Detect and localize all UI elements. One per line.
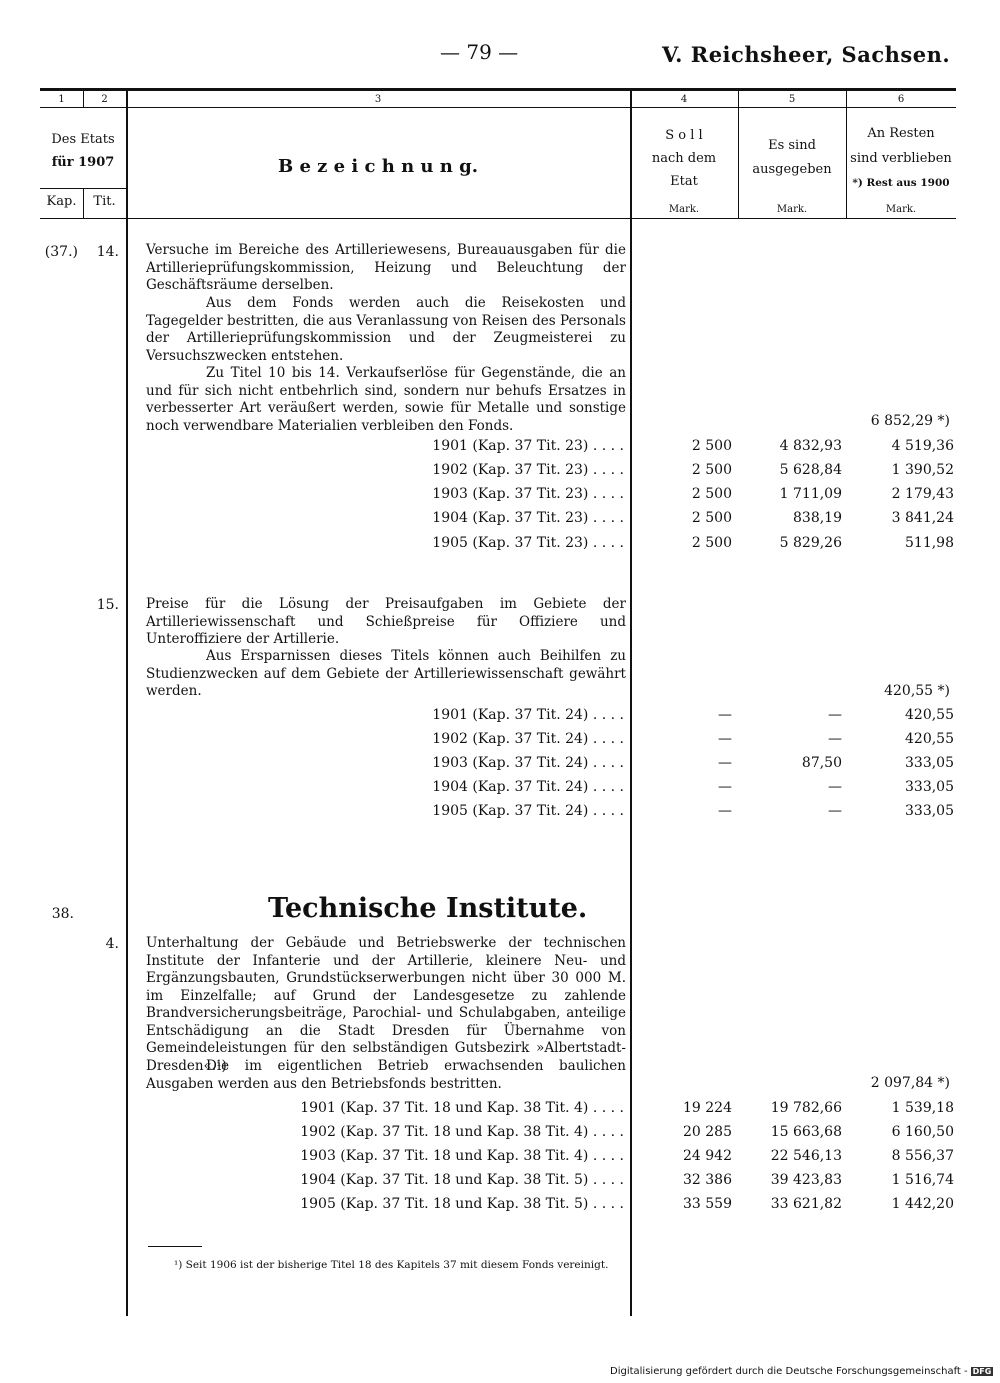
header-ausgegeben-2: ausgegeben [752,162,832,177]
column-number-5: 5 [788,94,796,105]
header-bezeichnung: B e z e i c h n u n g. [277,156,478,177]
entry1-row-soll: 2 500 [691,462,732,478]
header-ausgegeben-1: Es sind [768,138,816,153]
unit-mark-5: Mark. [776,204,808,215]
entry1-row-rest: 3 841,24 [891,510,954,526]
entry2-row-year: 1901 (Kap. 37 Tit. 24) . . . . [432,707,624,723]
digitization-footer [610,1366,993,1377]
entry3-row-rest: 8 556,37 [891,1148,954,1164]
header-year: für 1907 [51,155,115,170]
entry2-row-rest: 333,05 [905,779,954,795]
col-divider-2 [126,88,128,1316]
page-number: — 79 — [440,40,519,64]
entry2-row-soll: — [718,731,732,747]
entry2-row-ausg: 87,50 [801,755,842,771]
entry3-row-soll: 19 224 [683,1100,732,1116]
entry1-row-year: 1905 (Kap. 37 Tit. 23) . . . . [432,535,624,551]
entry3-row-year: 1902 (Kap. 37 Tit. 18 und Kap. 38 Tit. 4) . . . . [300,1124,624,1140]
entry1-note: Aus dem Fonds werden auch die Reisekosten und Tagegelder bestritten, die aus Veranlassung von Reisen des Personals der Artillerieprüfungskommission und der Zeugmeisterei zu Versuchszwecken entstehen. [146,295,626,364]
entry1-row-year: 1904 (Kap. 37 Tit. 23) . . . . [432,510,624,526]
entry1-row-soll: 2 500 [691,535,732,551]
entry2-tit: 15. [96,597,119,613]
entry3-rest-start: 2 097,84 *) [870,1075,950,1091]
header-etats: Des Etats [51,132,115,147]
entry3-row-rest: 1 539,18 [891,1100,954,1116]
entry1-note-titel: Zu Titel 10 bis 14. Verkaufserlöse für Gegenstände, die an und für sich nicht entbehrlich sind, sondern nur behufs Ersatzes in verbesserter Art veräußert werden, sowie für Metalle und sonstige noch verwendbare Materialien verbleiben den Fonds. [146,365,626,434]
entry1-row-year: 1902 (Kap. 37 Tit. 23) . . . . [432,462,624,478]
entry3-tit: 4. [105,936,119,952]
header-tit: Tit. [93,194,116,209]
entry2-row-rest: 333,05 [905,803,954,819]
entry1-kap: (37.) [44,244,78,260]
table-top-rule [40,88,956,91]
entry3-row-soll: 20 285 [683,1124,732,1140]
entry2-row-soll: — [718,755,732,771]
entry3-note: Die im eigentlichen Betrieb erwachsenden baulichen Ausgaben werden aus den Betriebsfonds bestritten. [146,1058,626,1092]
unit-mark-6: Mark. [885,204,917,215]
entry2-row-rest: 420,55 [905,707,954,723]
footer-text: Digitalisierung gefördert durch die Deutsche Forschungsgemeinschaft - [610,1366,968,1377]
entry1-row-rest: 4 519,36 [891,438,954,454]
entry2-row-year: 1904 (Kap. 37 Tit. 24) . . . . [432,779,624,795]
entry3-row-ausg: 22 546,13 [770,1148,842,1164]
entry2-row-year: 1902 (Kap. 37 Tit. 24) . . . . [432,731,624,747]
entry2-row-soll: — [718,803,732,819]
entry1-row-rest: 1 390,52 [891,462,954,478]
column-number-2: 2 [101,94,108,105]
entry2-row-soll: — [718,779,732,795]
entry1-row-soll: 2 500 [691,510,732,526]
entry1-row-ausg: 5 829,26 [779,535,842,551]
section-kap: 38. [51,906,74,922]
footnote-rule [148,1246,202,1247]
column-number-1: 1 [58,94,65,105]
entry3-description: Unterhaltung der Gebäude und Betriebswerke der technischen Institute der Infanterie und der Artillerie, kleinere Neu- und Ergänzungsbauten, Grundstückserwerbungen nicht über 30 000 M. im Einzelfalle; auf Grund der Landesgesetze zu zahlende Brandversicherungsbeiträge, Parochial- und Schulabgaben, anteilige Entschädigung an die Stadt Dresden für Übernahme von Gemeindeleistungen für den selbständigen Gutsbezirk »Albertstadt-Dresden«.¹) [146,935,626,1074]
header-soll-2: nach dem [651,151,717,166]
entry1-rest-start: 6 852,29 *) [870,413,950,429]
entry1-row-soll: 2 500 [691,438,732,454]
entry2-note: Aus Ersparnissen dieses Titels können auch Beihilfen zu Studienzwecken auf dem Gebiete der Artilleriewissenschaft gewährt werden. [146,648,626,699]
header-bottom-rule [40,218,956,219]
entry3-row-year: 1905 (Kap. 37 Tit. 18 und Kap. 38 Tit. 5) . . . . [300,1196,624,1212]
entry1-row-ausg: 5 628,84 [779,462,842,478]
header-resten-3: *) Rest aus 1900 [852,177,950,189]
header-resten-1: An Resten [867,126,935,141]
column-number-4: 4 [680,94,688,105]
header-soll-3: Etat [670,174,698,189]
entry2-row-ausg: — [828,779,842,795]
entry3-row-soll: 33 559 [683,1196,732,1212]
entry1-row-year: 1901 (Kap. 37 Tit. 23) . . . . [432,438,624,454]
page-title: V. Reichsheer, Sachsen. [662,42,951,67]
entry1-row-ausg: 4 832,93 [779,438,842,454]
entry3-row-rest: 6 160,50 [891,1124,954,1140]
unit-mark-4: Mark. [668,204,700,215]
entry1-row-soll: 2 500 [691,486,732,502]
entry3-row-ausg: 39 423,83 [770,1172,842,1188]
entry1-row-ausg: 838,19 [793,510,842,526]
entry1-row-year: 1903 (Kap. 37 Tit. 23) . . . . [432,486,624,502]
column-number-3: 3 [374,94,382,105]
entry3-row-year: 1904 (Kap. 37 Tit. 18 und Kap. 38 Tit. 5) . . . . [300,1172,624,1188]
entry1-row-ausg: 1 711,09 [779,486,842,502]
entry3-row-rest: 1 442,20 [891,1196,954,1212]
entry3-row-soll: 24 942 [683,1148,732,1164]
entry2-row-year: 1905 (Kap. 37 Tit. 24) . . . . [432,803,624,819]
entry2-row-ausg: — [828,803,842,819]
entry3-row-rest: 1 516,74 [891,1172,954,1188]
entry2-description: Preise für die Lösung der Preisaufgaben im Gebiete der Artilleriewissenschaft und Schießpreise für Offiziere und Unteroffiziere der Artillerie. [146,596,626,647]
entry3-row-ausg: 15 663,68 [770,1124,842,1140]
entry2-row-rest: 420,55 [905,731,954,747]
entry2-row-ausg: — [828,707,842,723]
dfg-logo: DFG [972,1367,992,1376]
entry3-row-ausg: 33 621,82 [770,1196,842,1212]
entry3-row-soll: 32 386 [683,1172,732,1188]
entry1-row-rest: 511,98 [905,535,954,551]
header-resten-2: sind verblieben [850,151,952,166]
entry3-row-year: 1903 (Kap. 37 Tit. 18 und Kap. 38 Tit. 4) . . . . [300,1148,624,1164]
col-divider-3 [630,88,632,1316]
column-number-6: 6 [897,94,905,105]
header-kap: Kap. [46,194,77,209]
entry2-row-year: 1903 (Kap. 37 Tit. 24) . . . . [432,755,624,771]
entry2-row-ausg: — [828,731,842,747]
entry1-row-rest: 2 179,43 [891,486,954,502]
entry2-row-rest: 333,05 [905,755,954,771]
column-number-rule [40,107,956,108]
entry1-description: Versuche im Bereiche des Artilleriewesens, Bureauausgaben für die Artillerieprüfungskommission, Heizung und Beleuchtung der Geschäftsräume derselben. [146,242,626,293]
entry3-row-year: 1901 (Kap. 37 Tit. 18 und Kap. 38 Tit. 4) . . . . [300,1100,624,1116]
entry3-row-ausg: 19 782,66 [770,1100,842,1116]
entry2-row-soll: — [718,707,732,723]
footnote: ¹) Seit 1906 ist der bisherige Titel 18 des Kapitels 37 mit diesem Fonds vereinigt. [174,1259,609,1271]
section-title: Technische Institute. [268,893,588,924]
header-soll-1: S o l l [665,128,703,143]
entry2-rest-start: 420,55 *) [884,683,950,699]
entry1-tit: 14. [96,244,119,260]
